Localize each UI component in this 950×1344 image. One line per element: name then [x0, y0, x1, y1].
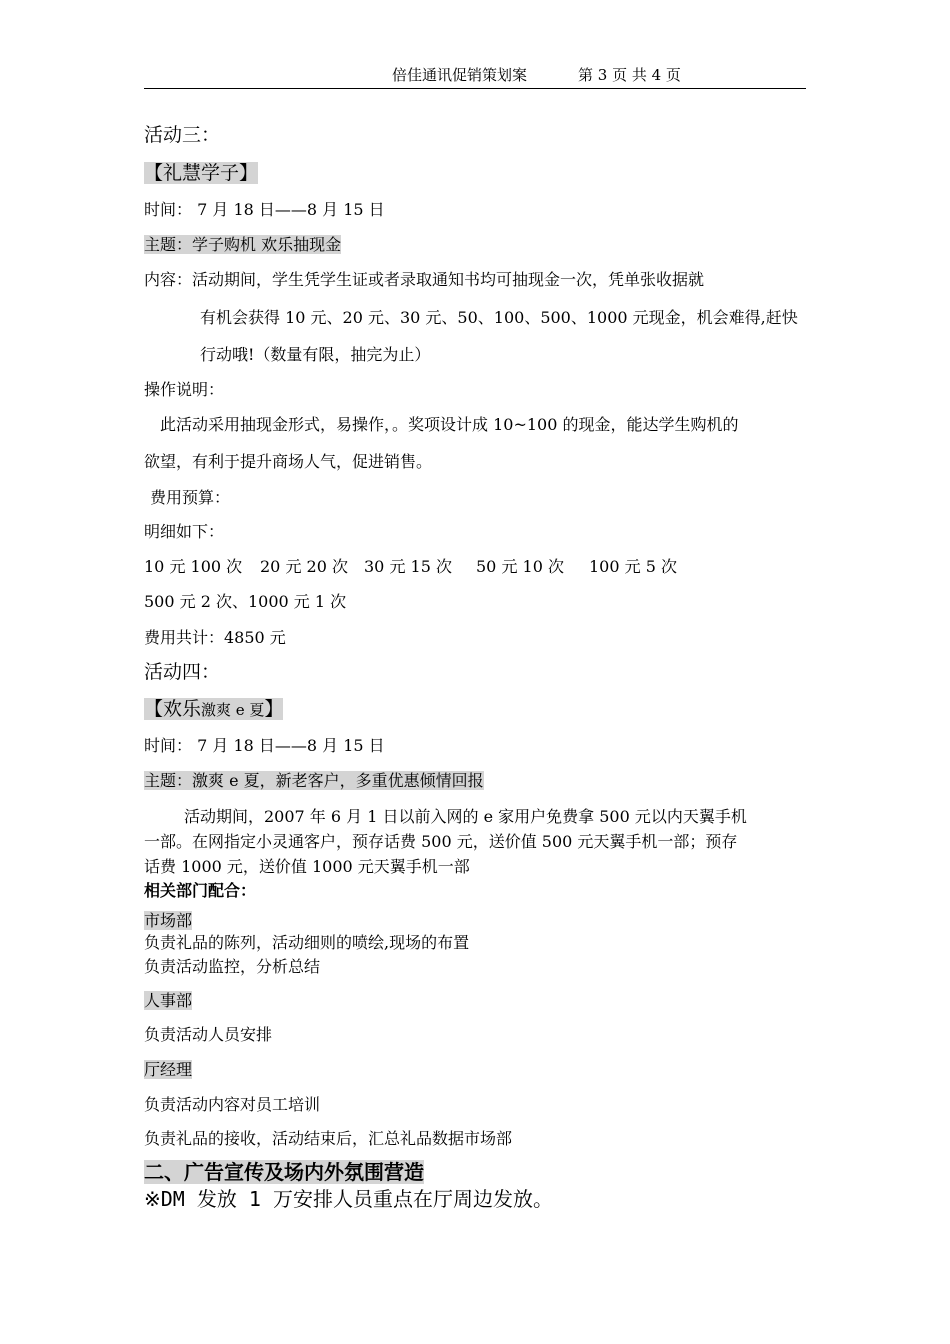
- activity4-para-line3: 话费 1000 元，送价值 1000 元天翼手机一部: [144, 857, 470, 876]
- activity3-detail-line2: 500 元 2 次、1000 元 1 次: [144, 592, 347, 611]
- dept-hr-line1: 负责活动人员安排: [144, 1025, 273, 1044]
- activity3-heading: 活动三：: [144, 124, 221, 146]
- page-header: [144, 64, 806, 89]
- dept-manager-line2: 负责礼品的接收，活动结束后，汇总礼品数据市场部: [144, 1129, 513, 1148]
- activity3-ops-line2: 欲望，有利于提升商场人气，促进销售。: [144, 452, 433, 471]
- dept-market: [144, 910, 192, 932]
- detail-item: 20 元 20 次: [260, 557, 348, 576]
- activity4-theme-text: 主题：激爽 e 夏，新老客户，多重优惠倾情回报: [144, 771, 484, 790]
- dept-market-text: 市场部: [144, 911, 193, 930]
- detail-item: 50 元 10 次: [476, 557, 564, 576]
- detail-item: 10 元 100 次: [144, 557, 243, 576]
- detail-item: 30 元 15 次: [364, 557, 452, 576]
- activity3-theme-text: 主题：学子购机 欢乐抽现金: [144, 235, 342, 254]
- section2-title-text: 二、广告宣传及场内外氛围营造: [144, 1160, 424, 1184]
- dept-hr: [144, 990, 192, 1012]
- activity3-content-line1: 内容：活动期间，学生凭学生证或者录取通知书均可抽现金一次，凭单张收据就: [144, 270, 705, 289]
- dept-manager-text: 厅经理: [144, 1060, 193, 1079]
- activity4-heading: 活动四：: [144, 661, 221, 683]
- page-number: 第 3 页 共 4 页: [578, 66, 681, 84]
- activity4-name-small: 激爽 e 夏: [201, 701, 265, 719]
- departments-label: 相关部门配合：: [144, 881, 257, 900]
- activity4-theme: [144, 770, 484, 792]
- activity3-budget-label: 费用预算：: [150, 488, 231, 507]
- dept-market-line1: 负责礼品的陈列，活动细则的喷绘,现场的布置: [144, 933, 470, 952]
- activity3-name: [144, 160, 258, 186]
- activity4-para-line2: 一部。在网指定小灵通客户，预存话费 500 元，送价值 500 元天翼手机一部；预存: [144, 832, 738, 851]
- activity3-content-line2: 有机会获得 10 元、20 元、30 元、50、100、500、1000 元现金，机会难得,赶快: [200, 308, 798, 327]
- activity4-name-suffix: 】: [264, 698, 284, 720]
- activity3-content-line3: 行动哦!（数量有限，抽完为止）: [200, 345, 431, 364]
- section2-title: [144, 1159, 424, 1185]
- dept-hr-text: 人事部: [144, 991, 193, 1010]
- section2-line: ※DM 发放 1 万安排人员重点在厅周边发放。: [144, 1187, 554, 1211]
- document-title: 倍佳通讯促销策划案: [392, 66, 528, 84]
- activity4-time: 时间： 7 月 18 日——8 月 15 日: [144, 736, 385, 755]
- dept-manager: [144, 1059, 192, 1081]
- activity3-name-text: 【礼慧学子】: [144, 162, 259, 184]
- activity3-ops-line1: 此活动采用抽现金形式，易操作，。奖项设计成 10~100 的现金，能达学生购机的: [160, 415, 739, 434]
- activity3-time: 时间： 7 月 18 日——8 月 15 日: [144, 200, 385, 219]
- activity4-name-prefix: 【欢乐: [144, 698, 202, 720]
- dept-market-line2: 负责活动监控，分析总结: [144, 957, 321, 976]
- activity4-name: [144, 696, 283, 723]
- dept-manager-line1: 负责活动内容对员工培训: [144, 1095, 321, 1114]
- activity3-ops-label: 操作说明：: [144, 380, 225, 399]
- detail-item: 100 元 5 次: [589, 557, 677, 576]
- activity4-name-highlight: [144, 698, 283, 720]
- activity3-total: 费用共计：4850 元: [144, 628, 286, 647]
- activity4-para-line1: 活动期间，2007 年 6 月 1 日以前入网的 e 家用户免费拿 500 元以内天翼手机: [184, 807, 747, 826]
- activity3-theme: [144, 234, 341, 256]
- activity3-detail-label: 明细如下：: [144, 522, 225, 541]
- activity3-detail-line1: [144, 556, 677, 578]
